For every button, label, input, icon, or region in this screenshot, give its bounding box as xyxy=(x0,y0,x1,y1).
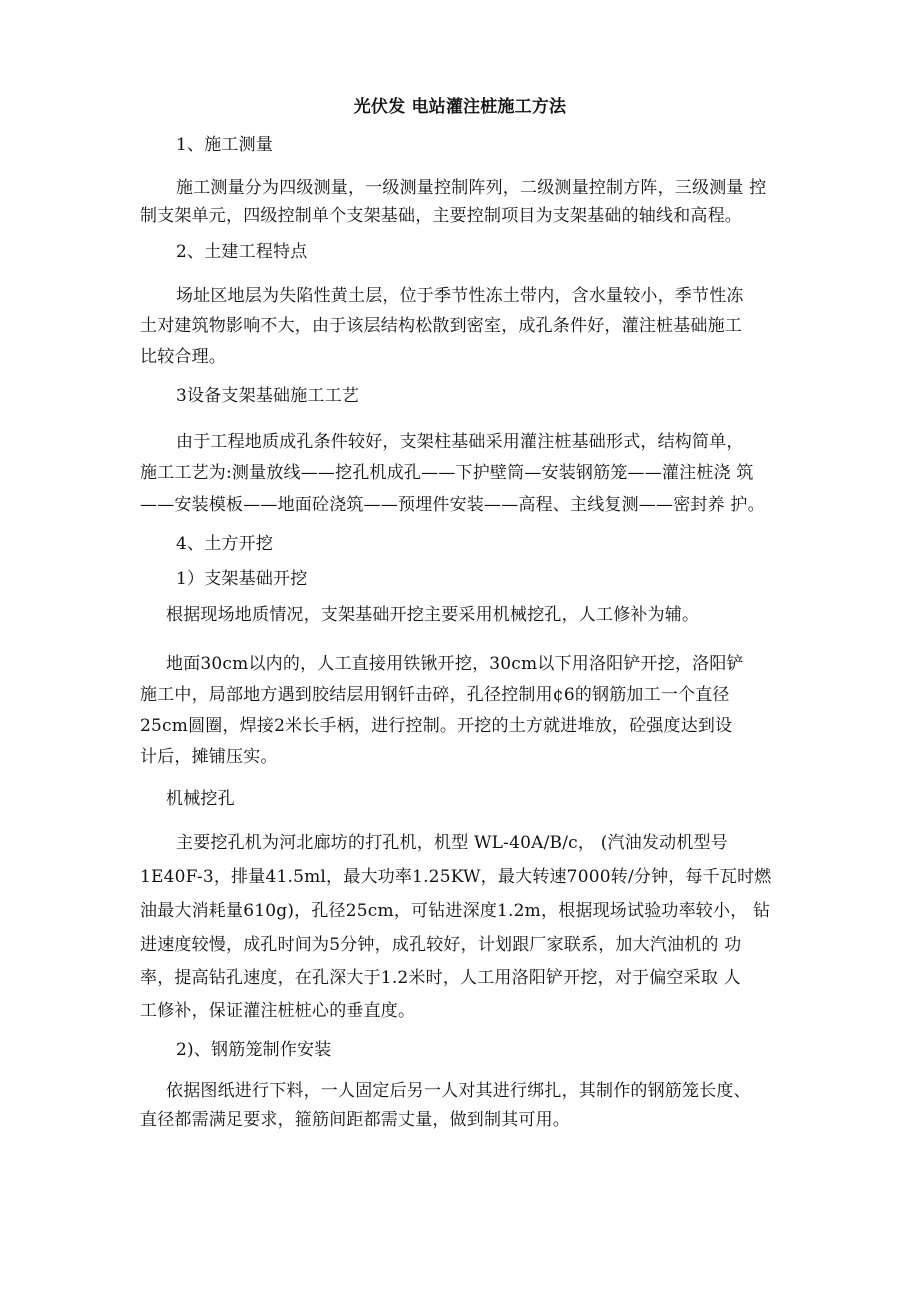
subheading: 1）支架基础开挖 xyxy=(176,569,308,589)
paragraph-line: 主要挖孔机为河北廊坊的打孔机，机型 WL-40A/B/c， (汽油发动机型号 xyxy=(176,833,728,853)
paragraph-line: 土对建筑物影响不大，由于该层结构松散到密室，成孔条件好，灌注桩基础施工 xyxy=(140,316,742,336)
subheading: 机械挖孔 xyxy=(166,789,235,809)
heading-4: 4、土方开挖 xyxy=(176,534,274,554)
paragraph-line: 根据现场地质情况，支架基础开挖主要采用机械挖孔，人工修补为辅。 xyxy=(166,605,700,625)
document-title: 光伏发 电站灌注桩施工方法 xyxy=(353,97,567,117)
paragraph-line: 直径都需满足要求，箍筋间距都需丈量，做到制其可用。 xyxy=(140,1110,570,1130)
paragraph-line: 场址区地层为失陷性黄土层，位于季节性冻土带内，含水量较小，季节性冻 xyxy=(176,286,744,306)
heading-3: 3设备支架基础施工工艺 xyxy=(176,386,360,406)
paragraph-line: 25cm圆圈，焊接2米长手柄，进行控制。开挖的土方就进堆放，砼强度达到设 xyxy=(140,716,733,736)
paragraph-line: ——安装模板——地面砼浇筑——预埋件安装——高程、主线复测——密封养 护。 xyxy=(140,495,765,515)
paragraph-line: 施工测量分为四级测量，一级测量控制阵列，二级测量控制方阵，三级测量 控 xyxy=(176,178,767,198)
paragraph-line: 1E40F-3，排量41.5ml，最大功率1.25KW，最大转速7000转/分钟，每千瓦时燃 xyxy=(140,867,772,887)
paragraph-line: 比较合理。 xyxy=(140,347,226,367)
heading-1: 1、施工测量 xyxy=(176,135,274,155)
paragraph-line: 施工工艺为:测量放线——挖孔机成孔——下护壁筒—安装钢筋笼——灌注桩浇 筑 xyxy=(140,463,754,483)
subheading: 2)、钢筋笼制作安装 xyxy=(176,1040,332,1060)
paragraph-line: 率，提高钻孔速度，在孔深大于1.2米时，人工用洛阳铲开挖，对于偏空采取 人 xyxy=(140,968,741,988)
paragraph-line: 施工中，局部地方遇到胶结层用钢钎击碎，孔径控制用¢6的钢筋加工一个直径 xyxy=(140,685,730,705)
paragraph-line: 制支架单元，四级控制单个支架基础，主要控制项目为支架基础的轴线和高程。 xyxy=(140,206,742,226)
paragraph-line: 地面30cm以内的，人工直接用铁锹开挖，30cm以下用洛阳铲开挖，洛阳铲 xyxy=(166,654,744,674)
paragraph-line: 进速度较慢，成孔时间为5分钟，成孔较好，计划跟厂家联系，加大汽油机的 功 xyxy=(140,935,742,955)
paragraph-line: 依据图纸进行下料，一人固定后另一人对其进行绑扎，其制作的钢筋笼长度、 xyxy=(166,1081,751,1101)
paragraph-line: 由于工程地质成孔条件较好，支架柱基础采用灌注桩基础形式，结构简单， xyxy=(176,432,744,452)
paragraph-line: 油最大消耗量610g)，孔径25cm，可钻进深度1.2m，根据现场试验功率较小， 钻 xyxy=(140,901,771,921)
paragraph-line: 计后，摊铺压实。 xyxy=(140,747,278,767)
heading-2: 2、土建工程特点 xyxy=(176,242,308,262)
paragraph-line: 工修补，保证灌注桩桩心的垂直度。 xyxy=(140,1001,416,1021)
